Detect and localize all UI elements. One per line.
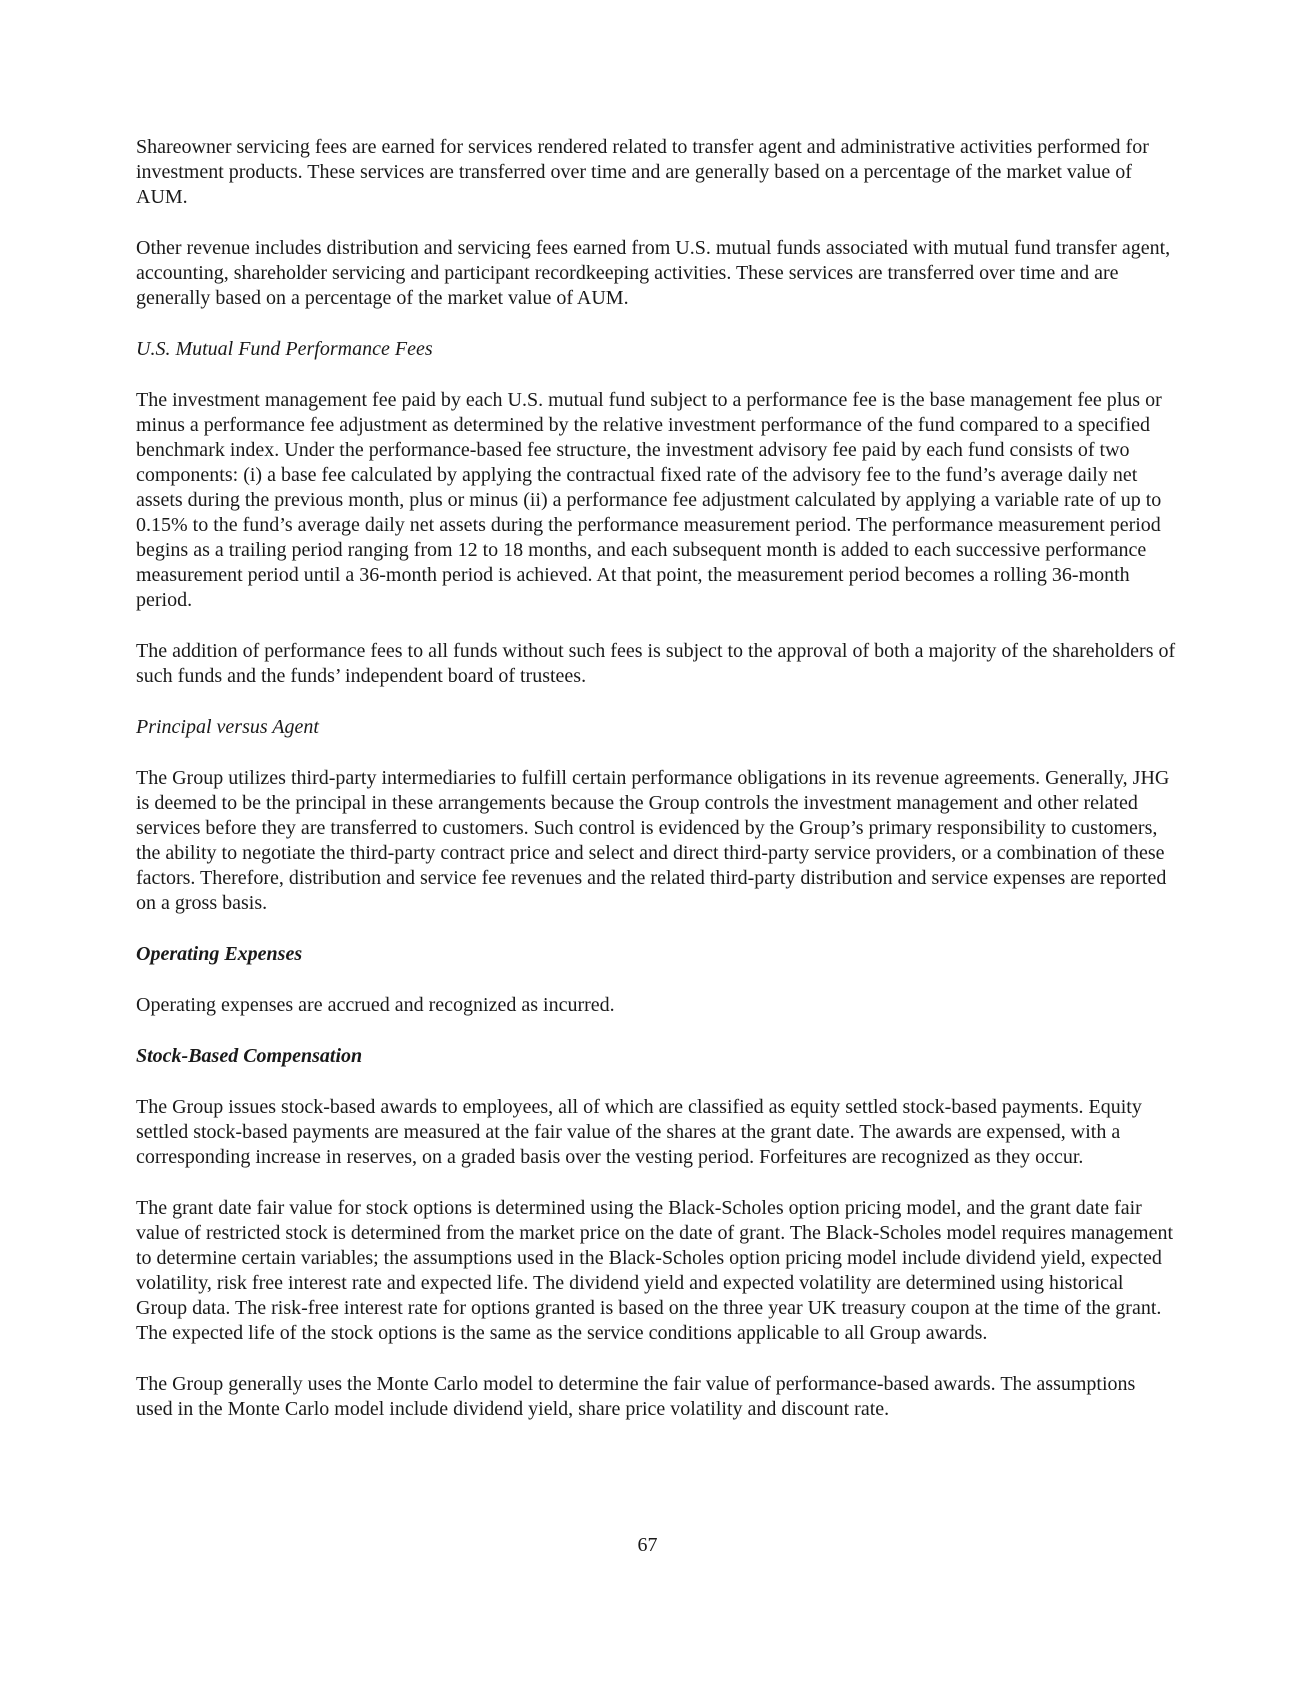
paragraph-stock-based-awards: The Group issues stock-based awards to employees, all of which are classified as equity settled stock-based payments. Equity settled stock-based payments are measured at the fair value of the shares at the grant date. The awards are expensed, with a corresponding increase in reserves, on a graded basis over the vesting period. Forfeitures are recognized as they occur. — [136, 1096, 1142, 1168]
paragraph-addition-of-performance-fees: The addition of performance fees to all funds without such fees is subject to the approval of both a majority of the shareholders of such funds and the funds’ independent board of trustees. — [136, 640, 1176, 687]
subheading-us-mutual-fund-performance-fees: U.S. Mutual Fund Performance Fees — [136, 338, 433, 360]
paragraph-operating-expenses: Operating expenses are accrued and recognized as incurred. — [136, 994, 615, 1016]
page-number: 67 — [637, 1534, 658, 1556]
paragraph-monte-carlo: The Group generally uses the Monte Carlo model to determine the fair value of performance-based awards. The assumptions used in the Monte Carlo model include dividend yield, share price volatility and discount rate. — [136, 1373, 1136, 1420]
paragraph-shareowner-servicing-fees: Shareowner servicing fees are earned for services rendered related to transfer agent and administrative activities performed for investment products. These services are transferred over time and are generally based on a percentage of the market value of AUM. — [136, 136, 1149, 208]
subheading-principal-versus-agent: Principal versus Agent — [136, 716, 319, 738]
paragraph-investment-management-fee: The investment management fee paid by each U.S. mutual fund subject to a performance fee is the base management fee plus or minus a performance fee adjustment as determined by the relative investment performance of the fund compared to a specified benchmark index. Under the performance-based fee structure, the investment advisory fee paid by each fund consists of two components: (i) a base fee calculated by applying the contractual fixed rate of the advisory fee to the fund’s average daily net assets during the previous month, plus or minus (ii) a performance fee adjustment calculated by applying a variable rate of up to 0.15% to the fund’s average daily net assets during the performance measurement period. The performance measurement period begins as a trailing period ranging from 12 to 18 months, and each subsequent month is added to each successive performance measurement period until a 36-month period is achieved. At that point, the measurement period becomes a rolling 36-month period. — [136, 389, 1162, 611]
paragraph-other-revenue: Other revenue includes distribution and servicing fees earned from U.S. mutual funds associated with mutual fund transfer agent, accounting, shareholder servicing and participant recordkeeping activities. These services are transferred over time and are generally based on a percentage of the market value of AUM. — [136, 237, 1171, 309]
paragraph-third-party-intermediaries: The Group utilizes third-party intermediaries to fulfill certain performance obligations in its revenue agreements. Generally, JHG is deemed to be the principal in these arrangements because the Group controls the investment management and other related services before they are transferred to customers. Such control is evidenced by the Group’s primary responsibility to customers, the ability to negotiate the third-party contract price and select and direct third-party service providers, or a combination of these factors. Therefore, distribution and service fee revenues and the related third-party distribution and service expenses are reported on a gross basis. — [136, 767, 1170, 914]
section-heading-stock-based-compensation: Stock-Based Compensation — [136, 1045, 363, 1067]
paragraph-black-scholes: The grant date fair value for stock options is determined using the Black-Scholes option pricing model, and the grant date fair value of restricted stock is determined from the market price on the date of grant. The Black-Scholes model requires management to determine certain variables; the assumptions used in the Black-Scholes option pricing model include dividend yield, expected volatility, risk free interest rate and expected life. The dividend yield and expected volatility are determined using historical Group data. The risk-free interest rate for options granted is based on the three year UK treasury coupon at the time of the grant. The expected life of the stock options is the same as the service conditions applicable to all Group awards. — [136, 1197, 1174, 1344]
section-heading-operating-expenses: Operating Expenses — [136, 943, 303, 965]
document-body — [136, 135, 1176, 1448]
